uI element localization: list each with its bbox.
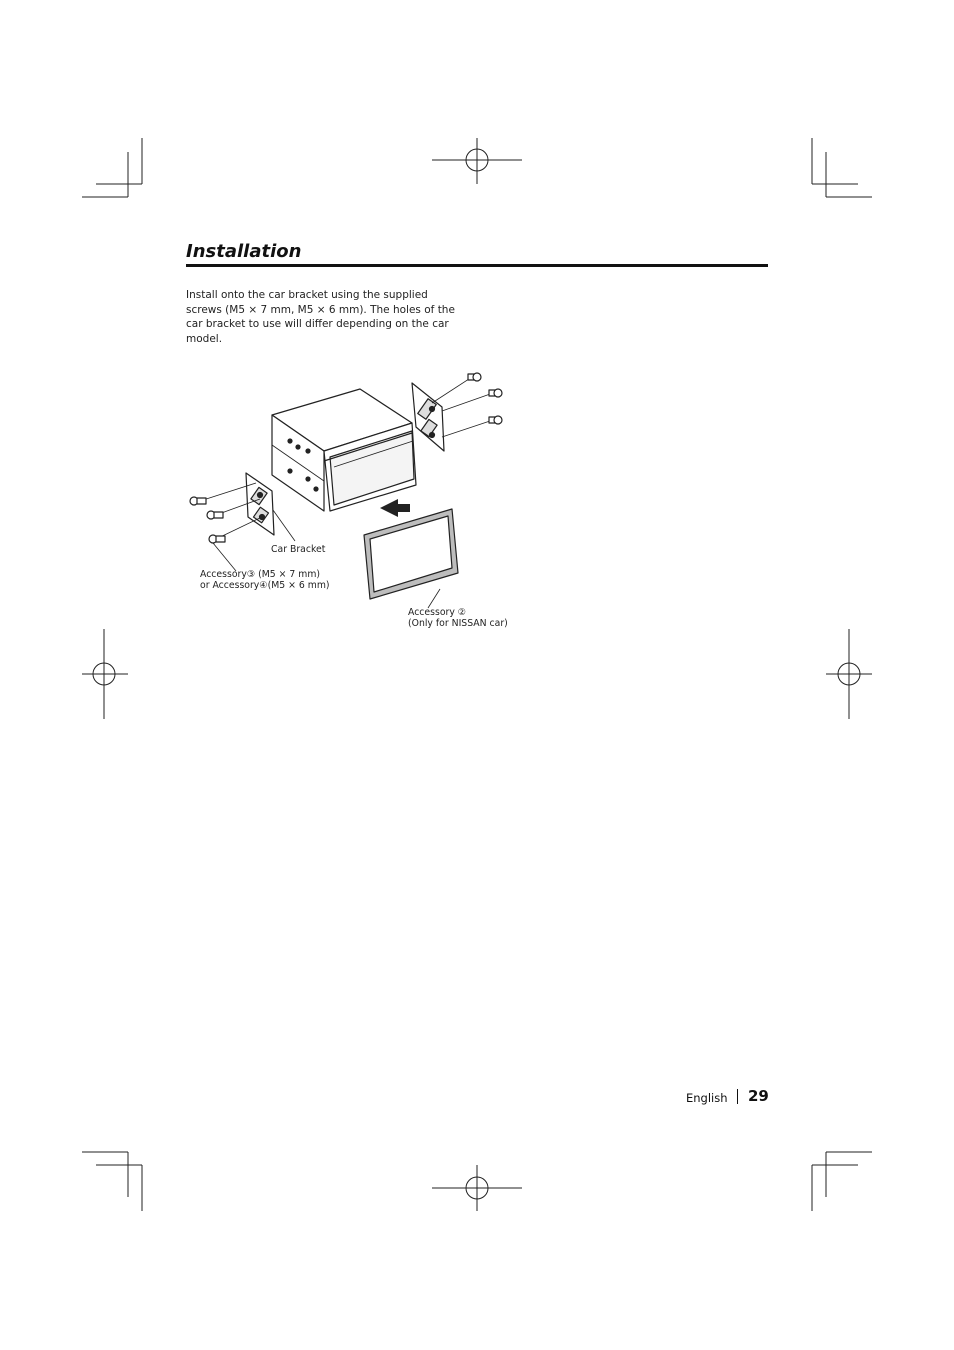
installation-diagram [180,365,520,640]
accessory-frame-drawing [364,509,458,599]
frame-leader-line [428,589,440,608]
section-heading [186,240,768,267]
car-bracket-leader-line [273,510,295,541]
installation-figure [180,365,520,640]
screws-label-line1: Accessory③ (M5 × 7 mm) [200,569,321,580]
head-unit-drawing [272,389,416,511]
page-number: 29 [748,1087,769,1105]
heading-underline [186,264,768,267]
intro-paragraph: Install onto the car bracket using the supplied screws (M5 × 7 mm, M5 × 6 mm). The holes of the car bracket to use will differ depending on the car model. [186,289,455,345]
screws-leader-line [213,543,236,571]
footer-separator [737,1089,738,1104]
right-car-bracket-drawing [412,383,444,451]
frame-label-line1: Accessory ② [408,607,467,618]
left-car-bracket-drawing [246,473,274,535]
car-bracket-label: Car Bracket [271,544,326,555]
section-title: Installation [186,241,302,262]
footer-language: English [686,1091,728,1105]
frame-label-line2: (Only for NISSAN car) [408,618,508,629]
screws-label-line2: or Accessory④(M5 × 6 mm) [200,580,330,591]
insertion-arrow-icon [380,499,410,517]
